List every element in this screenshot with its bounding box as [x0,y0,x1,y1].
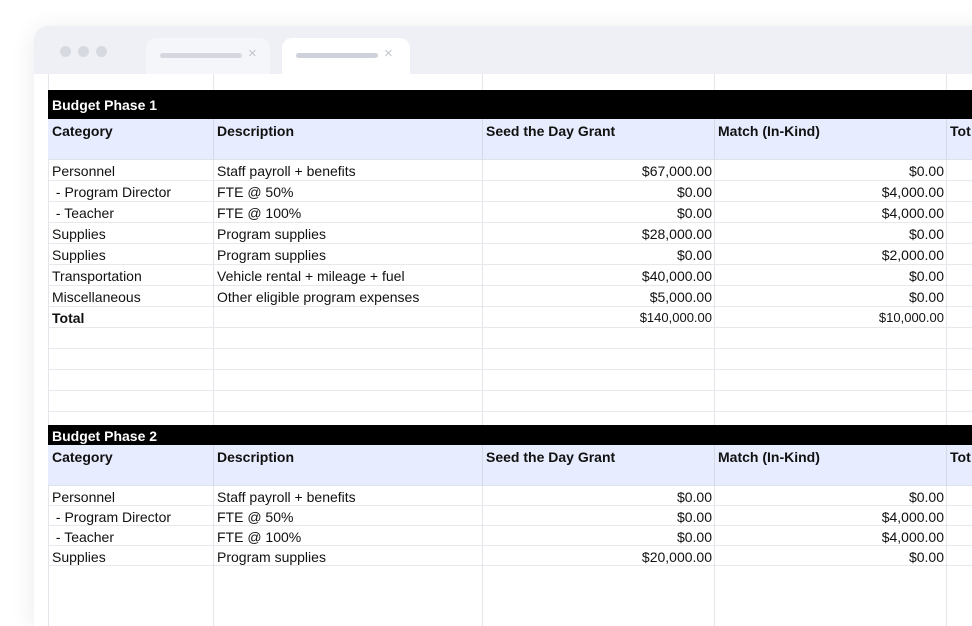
category-cell[interactable]: Miscellaneous [52,289,141,305]
table-row[interactable] [48,223,972,244]
spreadsheet-grid[interactable] [34,74,972,626]
phase1-title: Budget Phase 1 [52,97,158,113]
window-close-dot[interactable] [60,46,71,57]
empty-row[interactable] [48,370,972,391]
table-row[interactable] [48,486,972,506]
grant-cell[interactable]: $0.00 [676,489,712,505]
table-row[interactable] [48,202,972,223]
table-row[interactable] [48,244,972,265]
category-cell[interactable]: - Teacher [52,205,114,221]
column-header-match[interactable]: Match (In-Kind) [718,123,820,139]
match-cell[interactable]: $2,000.00 [881,247,944,263]
description-cell[interactable]: Staff payroll + benefits [217,489,356,505]
phase1-column-headers [48,119,972,160]
table-row[interactable] [48,181,972,202]
match-cell[interactable]: $4,000.00 [881,184,944,200]
table-row[interactable] [48,265,972,286]
tab-title-placeholder [296,53,378,58]
description-cell[interactable]: Staff payroll + benefits [217,163,356,179]
table-row[interactable] [48,160,972,181]
description-cell[interactable]: FTE @ 100% [217,529,302,545]
phase2-column-headers [48,445,972,486]
phase1-header [48,90,972,119]
grant-cell[interactable]: $0.00 [676,205,712,221]
description-cell[interactable]: Program supplies [217,247,326,263]
match-cell[interactable]: $0.00 [908,489,944,505]
column-header-match[interactable]: Match (In-Kind) [718,449,820,465]
grant-total-cell[interactable]: $140,000.00 [639,310,712,325]
column-header-description[interactable]: Description [217,123,295,139]
category-cell[interactable]: Supplies [52,549,106,565]
description-cell[interactable]: Vehicle rental + mileage + fuel [217,268,405,284]
grant-cell[interactable]: $40,000.00 [641,268,712,284]
phase2-header [48,425,972,445]
table-row[interactable] [48,526,972,546]
column-header-total[interactable]: Tot [950,123,971,139]
description-cell[interactable]: Other eligible program expenses [217,289,420,305]
category-cell[interactable]: Personnel [52,163,116,179]
match-cell[interactable]: $0.00 [908,163,944,179]
match-cell[interactable]: $4,000.00 [881,205,944,221]
grant-cell[interactable]: $0.00 [676,509,712,525]
empty-row[interactable] [48,349,972,370]
grant-cell[interactable]: $5,000.00 [649,289,712,305]
tab-title-placeholder [160,53,242,58]
total-row[interactable] [48,307,972,328]
column-header-category[interactable]: Category [52,123,113,139]
category-cell[interactable]: Transportation [52,268,142,284]
description-cell[interactable]: FTE @ 50% [217,184,294,200]
window-maximize-dot[interactable] [96,46,107,57]
description-cell[interactable]: Program supplies [217,226,326,242]
grant-cell[interactable]: $20,000.00 [641,549,712,565]
grant-cell[interactable]: $0.00 [676,529,712,545]
description-cell[interactable]: Program supplies [217,549,326,565]
description-cell[interactable]: FTE @ 50% [217,509,294,525]
window-minimize-dot[interactable] [78,46,89,57]
grant-cell[interactable]: $28,000.00 [641,226,712,242]
column-header-grant[interactable]: Seed the Day Grant [486,449,616,465]
category-cell[interactable]: - Teacher [52,529,114,545]
grant-cell[interactable]: $0.00 [676,247,712,263]
table-row[interactable] [48,506,972,526]
category-cell[interactable]: - Program Director [52,184,172,200]
tab-close-icon[interactable]: × [248,45,257,62]
total-label[interactable]: Total [52,310,85,326]
browser-window [34,26,972,626]
category-cell[interactable]: Personnel [52,489,116,505]
match-cell[interactable]: $4,000.00 [881,529,944,545]
table-row[interactable] [48,286,972,307]
match-cell[interactable]: $0.00 [908,268,944,284]
tab-close-icon[interactable]: × [384,45,393,62]
column-header-total[interactable]: Tot [950,449,971,465]
category-cell[interactable]: Supplies [52,247,106,263]
category-cell[interactable]: Supplies [52,226,106,242]
empty-row[interactable] [48,391,972,412]
grant-cell[interactable]: $0.00 [676,184,712,200]
column-header-grant[interactable]: Seed the Day Grant [486,123,616,139]
empty-row[interactable] [48,328,972,349]
table-row[interactable] [48,546,972,566]
tab-1[interactable] [146,38,270,74]
window-chrome [34,26,972,74]
tab-2-active[interactable] [282,38,410,74]
match-total-cell[interactable]: $10,000.00 [878,310,944,325]
match-cell[interactable]: $0.00 [908,289,944,305]
grant-cell[interactable]: $67,000.00 [641,163,712,179]
category-cell[interactable]: - Program Director [52,509,172,525]
column-header-category[interactable]: Category [52,449,113,465]
column-header-description[interactable]: Description [217,449,295,465]
description-cell[interactable]: FTE @ 100% [217,205,302,221]
match-cell[interactable]: $0.00 [908,226,944,242]
match-cell[interactable]: $0.00 [908,549,944,565]
match-cell[interactable]: $4,000.00 [881,509,944,525]
phase2-title: Budget Phase 2 [52,428,158,444]
